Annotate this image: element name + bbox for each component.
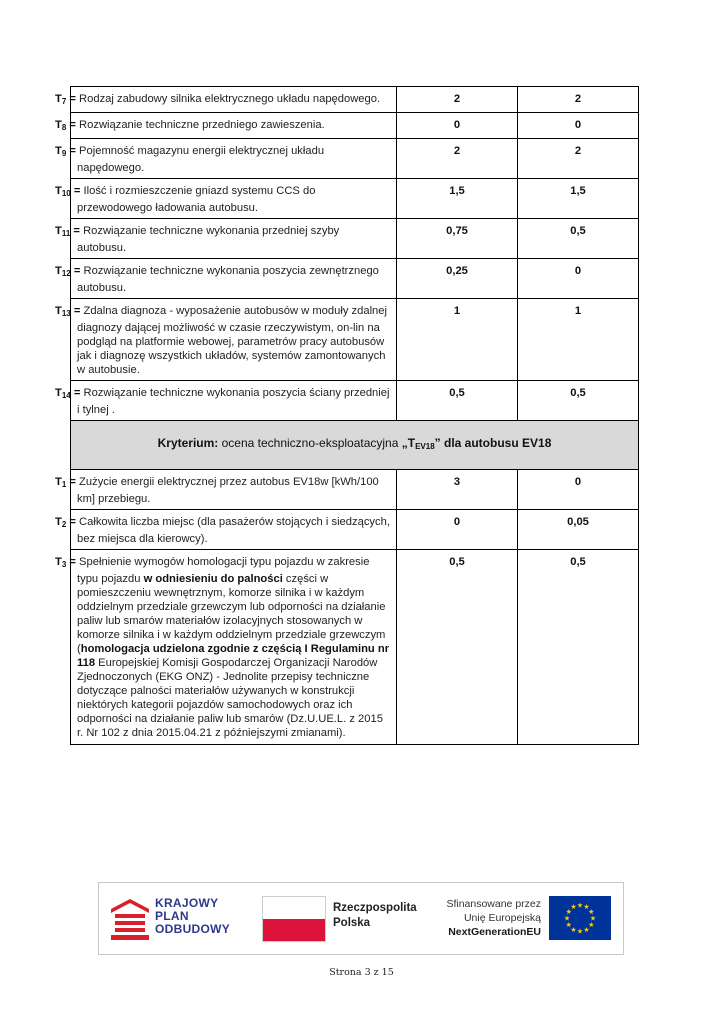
row-text: Ilość i rozmieszczenie gniazd systemu CCS do przewodowego ładowania autobusu. [77,185,316,214]
row-value-1: 1 [397,299,518,381]
eu-star-icon: ★ [565,921,572,929]
row-description [55,139,397,179]
row-text: Zużycie energii elektrycznej przez autobus EV18w [kWh/100 km] przebiegu. [77,476,379,505]
row-text: Rozwiązanie techniczne przedniego zawieszenia. [79,119,325,131]
eu-flag-icon [549,896,611,945]
row-description [55,259,397,299]
criterion-header-row [71,421,639,470]
criterion-quote-open: „ [401,436,408,450]
table-row [71,87,639,113]
criteria-table [55,86,639,745]
row-value-1: 0 [397,113,518,139]
row-value-2: 0,5 [518,219,639,259]
table-row [71,381,639,421]
row-description [55,87,397,113]
row-description [55,510,397,550]
table-row [71,299,639,381]
row-code: $T_{14}$ = [55,387,84,400]
criterion-t-sub: EV18 [415,442,435,451]
eu-star-icon: ★ [570,925,577,934]
eu-star-icon: ★ [570,903,577,912]
criterion-mid: ocena techniczno-eksploatacyjna [218,436,402,450]
table-row [71,510,639,550]
eu-star-icon: ★ [588,921,595,929]
row-description [55,113,397,139]
row-value-1: 0 [397,510,518,550]
table-row [71,219,639,259]
row-text: Rozwiązanie techniczne wykonania poszycia ściany przedniej i tylnej . [77,387,390,416]
row-text: Zdalna diagnoza - wyposażenie autobusów w moduły zdalnej diagnozy dającej możliwość w czasie rzeczywistym, on-lin na podgląd na platformie webowej, parametrów pracy autobusów jak i diagnozę wszystkich układów, systemów zamontowanych w autobusie. [77,305,387,376]
row-description [55,299,397,381]
row-value-2: 1,5 [518,179,639,219]
row-code: $T_{12}$ = [55,265,84,278]
row-value-2: 0 [518,470,639,510]
rows-a-group [55,87,639,421]
row-value-1: 2 [397,87,518,113]
row-t3-text-2: części w pomieszczeniu wewnętrznym, komorze silnika i w każdym oddzielnym przedziale grzewczym lub odporności na działanie paliw lub smarów materiałów izolacyjnych stosowanych w komorze silnika i w każdym oddzielnym przedziale grzewczym ( [77,573,386,655]
eu-star-icon: ★ [588,908,595,916]
kpo-logo-icon [111,899,149,946]
eu-star-icon: ★ [563,914,571,923]
row-code: $T_8$ = [55,119,80,132]
row-value-1: 3 [397,470,518,510]
row-description [55,219,397,259]
row-t3-bold-2: homologacja udzielona zgodnie z częścią I Regulaminu nr 118 [77,643,390,669]
criterion-tail: dla autobusu EV18 [440,436,552,450]
row-value-2: 0,5 [518,381,639,421]
row-value-1: 1,5 [397,179,518,219]
table-row [71,179,639,219]
poland-flag-icon [262,896,326,942]
row-t3-text-1: Spełnienie wymogów homologacji typu pojazdu w zakresie typu pojazdu [77,556,370,585]
row-value-1: 0,75 [397,219,518,259]
row-text: Rozwiązanie techniczne wykonania przedniej szyby autobusu. [77,225,340,254]
row-code: $T_{13}$ = [55,305,84,318]
row-value-2: 0 [518,259,639,299]
criterion-header [71,421,639,470]
table-row [71,139,639,179]
funding-logos-banner [98,882,624,955]
eu-funding-text: Sfinansowane przez Unię Europejską NextGenerationEU [446,898,541,938]
row-t3-value-1: 0,5 [397,550,518,745]
row-code: $T_2$ = [55,516,80,529]
row-code: $T_3$ = [55,556,80,569]
row-value-2: 0 [518,113,639,139]
row-text: Rozwiązanie techniczne wykonania poszycia zewnętrznego autobusu. [77,265,379,294]
eu-star-icon: ★ [583,903,590,912]
row-code: $T_{10}$ = [55,185,84,198]
row-t3-value-2: 0,5 [518,550,639,745]
row-code: $T_1$ = [55,476,80,489]
page-number: Strona 3 z 15 [329,967,394,978]
row-text: Pojemność magazynu energii elektrycznej układu napędowego. [77,145,325,174]
row-description [55,381,397,421]
row-value-2: 0,05 [518,510,639,550]
eu-star-icon: ★ [576,901,584,910]
table-row-t3 [71,550,639,745]
eu-star-icon: ★ [583,925,590,934]
criterion-quote-close: ” [434,436,441,450]
table-row [71,470,639,510]
row-text: Całkowita liczba miejsc (dla pasażerów stojących i siedzących, bez miejsca dla kierowcy). [77,516,390,545]
eu-star-icon: ★ [565,908,572,916]
criterion-t: T [407,436,416,450]
row-code: $T_7$ = [55,93,80,106]
row-description [55,179,397,219]
row-value-2: 2 [518,139,639,179]
row-value-2: 1 [518,299,639,381]
row-t3-description [55,550,397,745]
eu-star-icon: ★ [576,927,584,936]
row-code: $T_{11}$ = [55,225,84,238]
row-value-1: 2 [397,139,518,179]
row-value-1: 0,5 [397,381,518,421]
criterion-label: Kryterium: [157,436,219,450]
row-text: Rodzaj zabudowy silnika elektrycznego układu napędowego. [79,93,381,105]
row-value-2: 2 [518,87,639,113]
row-description [55,470,397,510]
row-t3-text-3: Europejskiej Komisji Gospodarczej Organizacji Narodów Zjednoczonych (EKG ONZ) - Jednolite przepisy techniczne dotyczące palności materiałów używanych w konstrukcji niektórych kategorii pojazdów samochodowych oraz ich odporności na działanie paliw lub smarów (Dz.U.UE.L. z 2015 r. Nr 102 z dnia 2015.04.21 z późniejszymi zmianami). [77,657,383,739]
row-t3-bold-1: w odniesieniu do palności [143,573,283,585]
rows-b-group [55,470,639,550]
eu-star-icon: ★ [589,914,597,923]
table-row [71,259,639,299]
table-row [71,113,639,139]
row-value-1: 0,25 [397,259,518,299]
rzeczpospolita-logo-text: Rzeczpospolita Polska [333,902,417,929]
row-code: $T_9$ = [55,145,80,158]
kpo-logo-text: KRAJOWY PLAN ODBUDOWY [155,896,231,936]
